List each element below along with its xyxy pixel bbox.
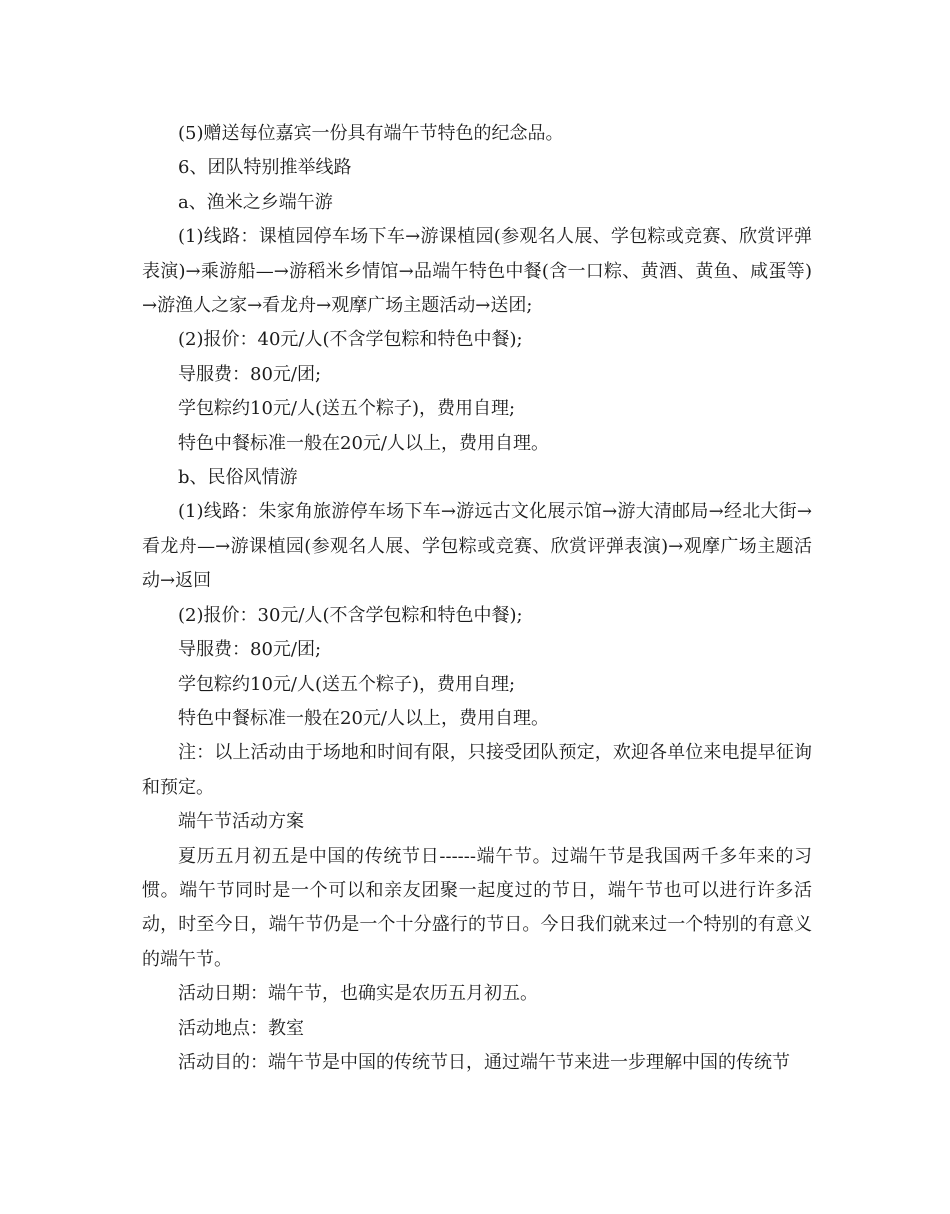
paragraph-gift: (5)赠送每位嘉宾一份具有端午节特色的纪念品。 [178,123,564,144]
paragraph-route-a-guide-fee: 导服费：80元/团; [178,363,322,385]
paragraph-route-a-lunch-fee: 特色中餐标准一般在20元/人以上，费用自理。 [178,432,549,454]
paragraph-intro: 夏历五月初五是中国的传统节日------端午节。过端午节是我国两千多年来的习惯。端午节同时是一个可以和亲友团聚一起度过的节日，端午节也可以进行许多活动，时至今日，端午节仍是一个十分盛行的节日。今日我们就来过一个特别的有意义的端午节。 [142,845,812,970]
paragraph-activity-purpose: 活动目的：端午节是中国的传统节日，通过端午节来进一步理解中国的传统节 [178,1051,790,1073]
heading-team-routes: 6、团队特别推举线路 [178,157,352,179]
paragraph-route-b-itinerary: (1)线路：朱家角旅游停车场下车→游远古文化展示馆→游大清邮局→经北大街→看龙舟—→游课植园(参观名人展、学包粽或竞赛、欣赏评弹表演)→观摩广场主题活动→返回 [142,501,812,592]
paragraph-route-a-itinerary: (1)线路：课植园停车场下车→游课植园(参观名人展、学包粽或竞赛、欣赏评弹表演)→乘游船—→游稻米乡情馆→品端午特色中餐(含一口粽、黄酒、黄鱼、咸蛋等)→游渔人之家→看龙舟→观摩广场主题活动→送团; [142,226,812,317]
paragraph-note: 注：以上活动由于场地和时间有限，只接受团队预定，欢迎各单位来电提早征询和预定。 [142,742,812,798]
heading-route-a: a、渔米之乡端午游 [178,191,333,213]
paragraph-route-a-price: (2)报价：40元/人(不含学包粽和特色中餐); [178,329,523,351]
heading-route-b: b、民俗风情游 [178,467,298,489]
document-body [142,117,812,1080]
paragraph-route-b-guide-fee: 导服费：80元/团; [178,639,322,661]
paragraph-activity-location: 活动地点：教室 [178,1017,304,1039]
heading-activity-plan: 端午节活动方案 [178,811,304,833]
paragraph-activity-date: 活动日期：端午节，也确实是农历五月初五。 [178,983,538,1005]
paragraph-route-b-zongzi-fee: 学包粽约10元/人(送五个粽子)，费用自理; [178,673,516,695]
paragraph-route-a-zongzi-fee: 学包粽约10元/人(送五个粽子)，费用自理; [178,398,516,420]
paragraph-route-b-lunch-fee: 特色中餐标准一般在20元/人以上，费用自理。 [178,707,549,729]
paragraph-route-b-price: (2)报价：30元/人(不含学包粽和特色中餐); [178,604,523,626]
